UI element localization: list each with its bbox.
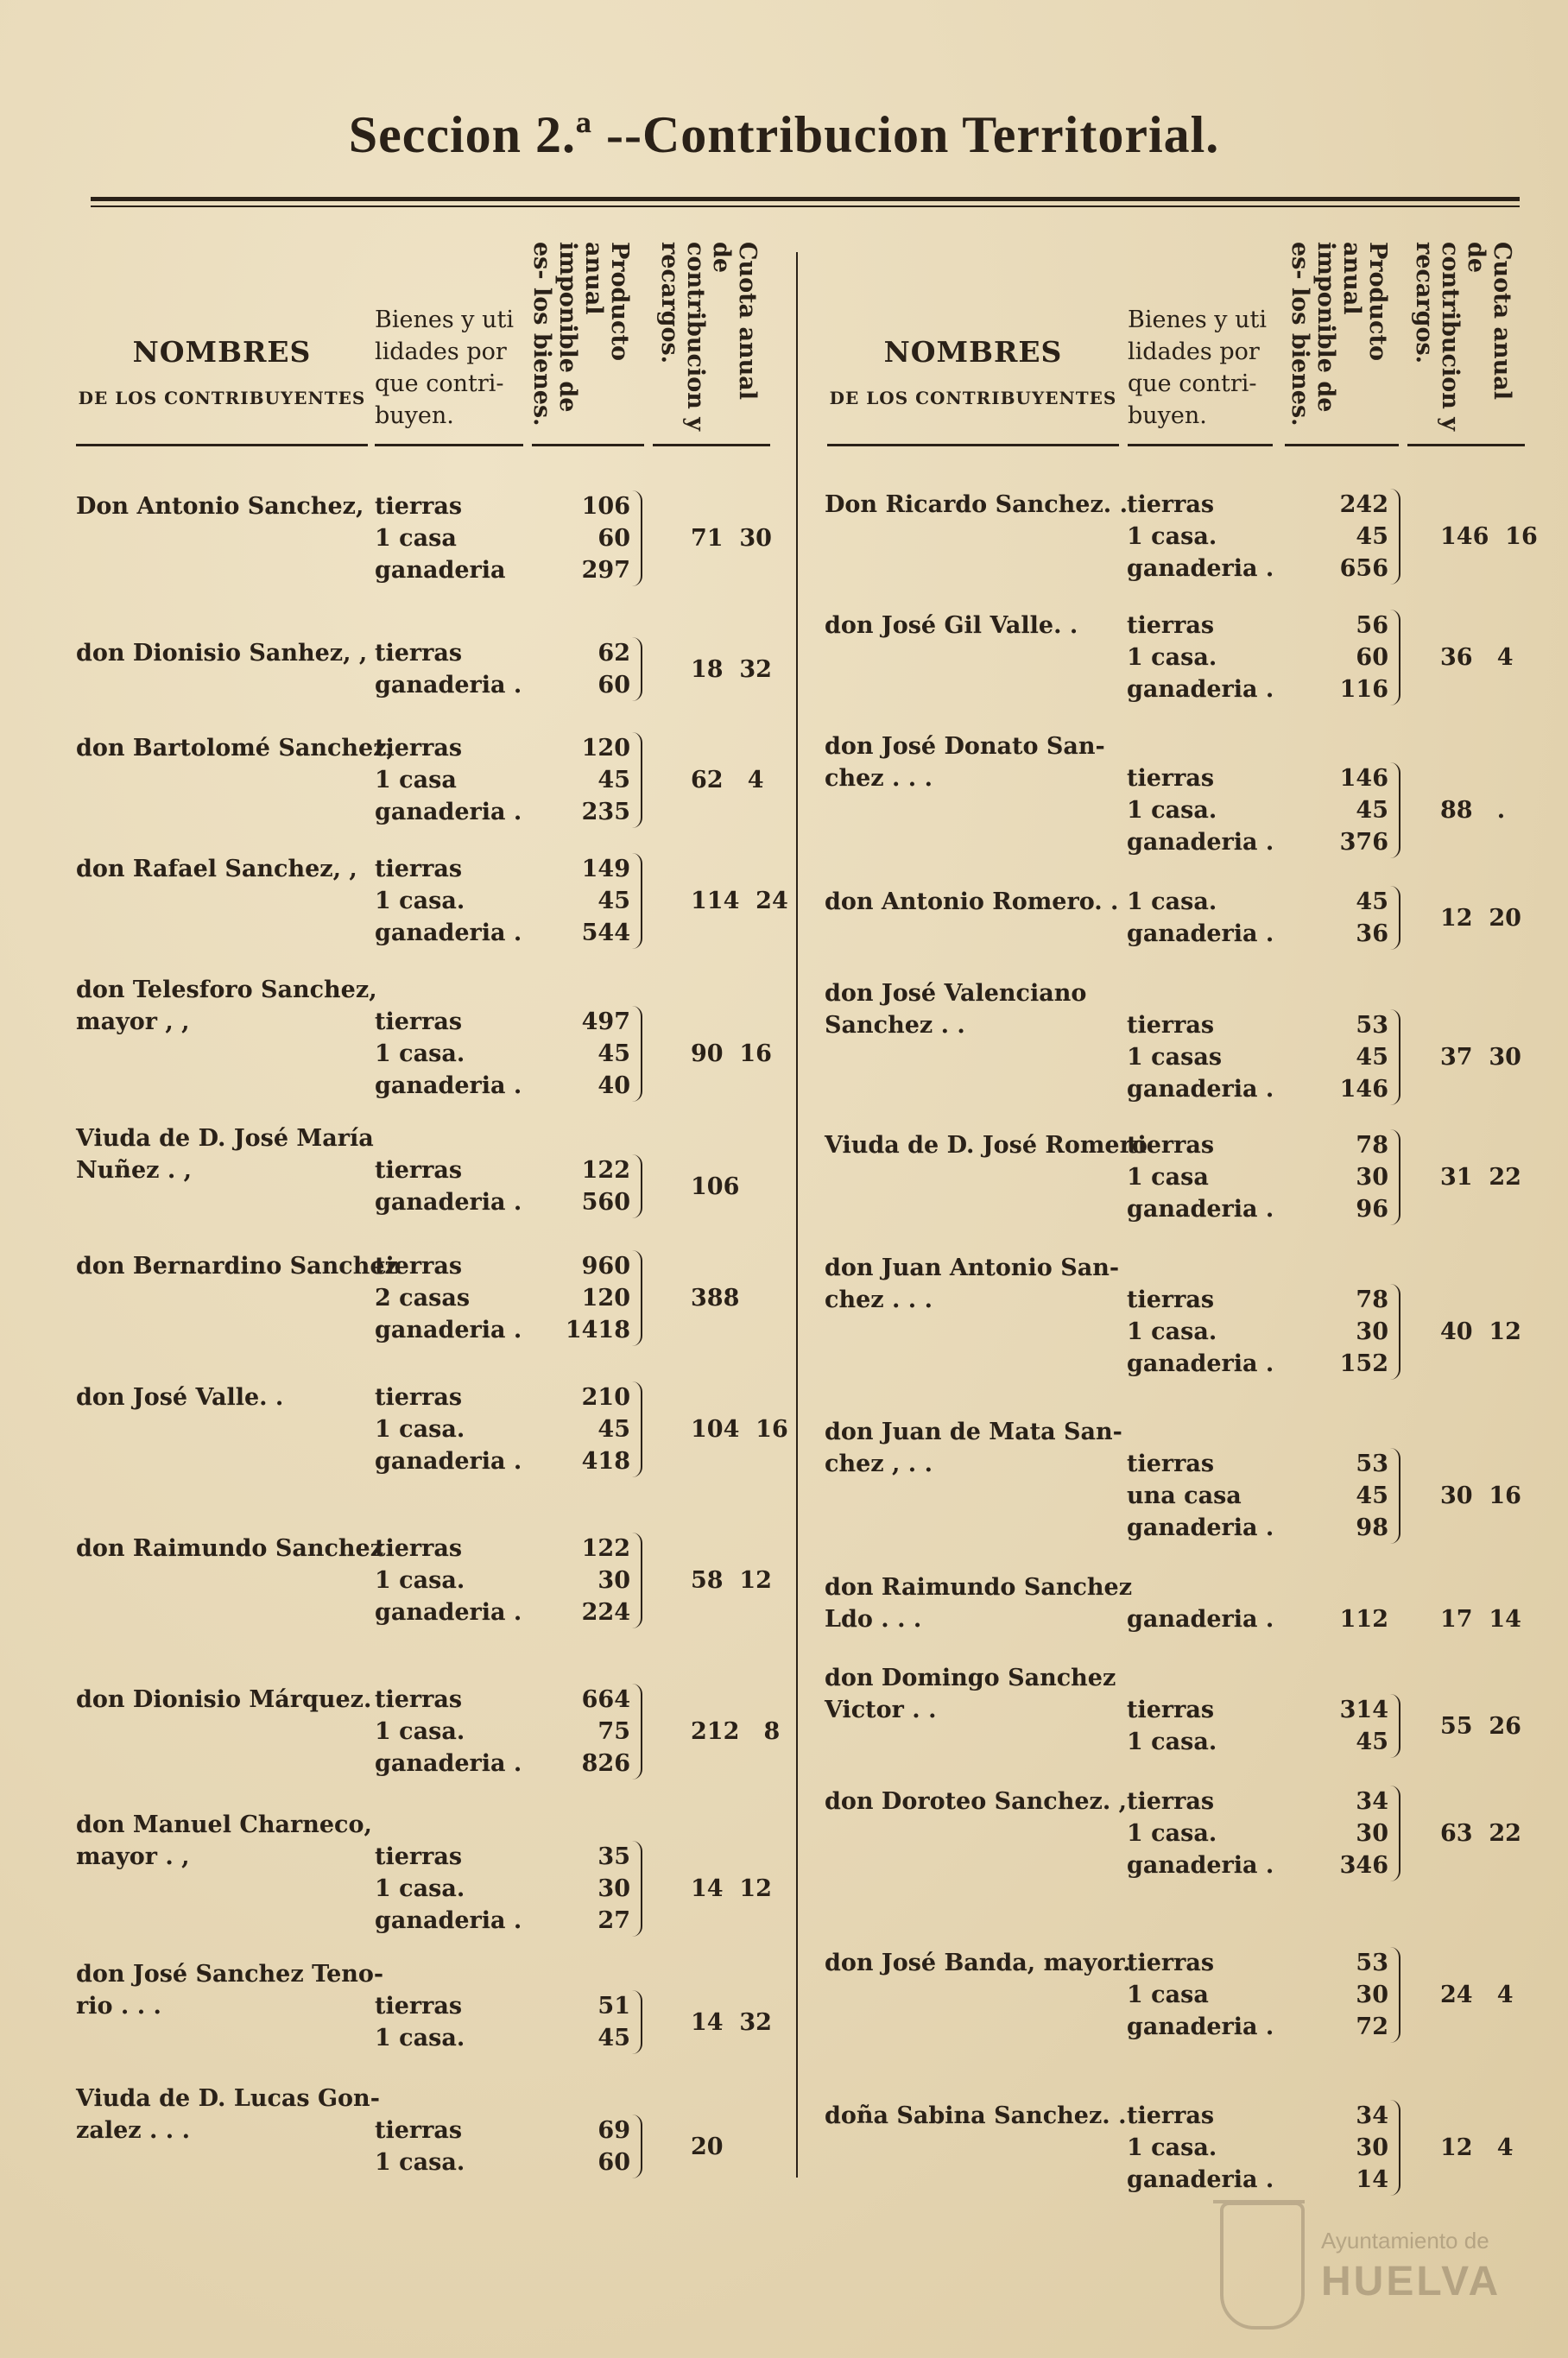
contributor-name: don José Valenciano (825, 980, 1087, 1007)
asset-label: tierras (1127, 1788, 1215, 1815)
cuota-value: 17 14 (1440, 1606, 1521, 1633)
stamp-line2: HUELVA (1321, 2259, 1502, 2304)
asset-label: ganaderia . (375, 1448, 522, 1475)
brace-mark (632, 1841, 642, 1937)
asset-value: 35 (597, 1843, 630, 1870)
asset-label: 1 casa. (1127, 1729, 1217, 1755)
asset-value: 14 (1356, 2166, 1388, 2193)
asset-label: ganaderia . (1127, 829, 1274, 856)
header-cuota-right: Cuota anual de contribucion y recargos. (1411, 242, 1515, 431)
contributor-name: don Manuel Charneco, (76, 1811, 372, 1838)
header-rule (1285, 444, 1399, 446)
asset-label: tierras (375, 1993, 463, 2020)
asset-label: 1 casa. (375, 888, 465, 914)
asset-label: 1 casa. (375, 1718, 465, 1745)
asset-label: ganaderia . (375, 1072, 522, 1099)
asset-label: tierras (1127, 1286, 1215, 1313)
brace-mark (1390, 1448, 1400, 1544)
brace-mark (632, 1533, 642, 1628)
brace-mark (1390, 1947, 1400, 2043)
cuota-value: 30 16 (1440, 1482, 1521, 1509)
asset-value: 146 (1339, 765, 1388, 792)
contributor-name: chez . . . (825, 765, 933, 792)
header-names-big: NOMBRES (883, 335, 1063, 369)
asset-label: 1 casa. (1127, 1318, 1217, 1345)
contributor-name: don Juan de Mata San- (825, 1419, 1122, 1445)
title-rule-thick (91, 197, 1520, 201)
asset-value: 53 (1356, 1451, 1388, 1477)
brace-mark (632, 2115, 642, 2178)
asset-value: 53 (1356, 1012, 1388, 1039)
brace-mark (1390, 1009, 1400, 1105)
cuota-value: 14 12 (691, 1875, 772, 1902)
asset-value: 122 (581, 1157, 630, 1184)
asset-label: ganaderia . (375, 1599, 522, 1626)
asset-label: ganaderia . (1127, 1514, 1274, 1541)
asset-label: 1 casas (1127, 1044, 1223, 1071)
asset-label: ganaderia . (1127, 1606, 1274, 1633)
asset-value: 1418 (565, 1317, 630, 1343)
asset-value: 149 (581, 856, 630, 882)
asset-label: tierras (1127, 1950, 1215, 1976)
asset-label: 1 casa. (1127, 797, 1217, 824)
brace-mark (632, 490, 642, 586)
asset-label: 1 casa (1127, 1982, 1209, 2008)
asset-value: 98 (1356, 1514, 1388, 1541)
asset-value: 30 (1356, 2134, 1388, 2161)
asset-label: 1 casa. (1127, 523, 1217, 550)
contributor-name: Don Antonio Sanchez, (76, 493, 364, 520)
contributor-name: don Domingo Sanchez (825, 1665, 1116, 1691)
contributor-name: don Dionisio Márquez. (76, 1686, 372, 1713)
header-bienes-line: buyen. (375, 402, 454, 429)
asset-label: tierras (375, 735, 463, 762)
asset-value: 30 (1356, 1164, 1388, 1191)
asset-value: 45 (597, 2025, 630, 2051)
shield-icon (1220, 2202, 1305, 2330)
asset-value: 60 (1356, 644, 1388, 671)
asset-value: 314 (1339, 1697, 1388, 1723)
contributor-name: don Juan Antonio San- (825, 1255, 1120, 1281)
asset-label: 1 casa. (1127, 2134, 1217, 2161)
asset-value: 72 (1356, 2013, 1388, 2040)
header-names-big: NOMBRES (132, 335, 312, 369)
header-rule (532, 444, 644, 446)
header-bienes-right (1128, 304, 1292, 432)
header-bienes-line: que contri- (1128, 370, 1257, 397)
contributor-name: don José Sanchez Teno- (76, 1961, 384, 1988)
asset-label: una casa (1127, 1482, 1242, 1509)
asset-value: 235 (581, 799, 630, 825)
asset-value: 45 (1356, 1482, 1388, 1509)
asset-value: 45 (597, 1416, 630, 1443)
asset-value: 36 (1356, 920, 1388, 947)
contributor-name: chez . . . (825, 1286, 933, 1313)
contributor-name: don Raimundo Sanchez (76, 1535, 384, 1562)
asset-label: ganaderia . (1127, 1196, 1274, 1223)
cuota-value: 58 12 (691, 1567, 772, 1594)
asset-label: 1 casa. (1127, 888, 1217, 915)
asset-label: tierras (375, 1253, 463, 1280)
contributor-name: mayor , , (76, 1008, 190, 1035)
asset-label: tierras (1127, 765, 1215, 792)
brace-mark (1390, 2100, 1400, 2196)
header-producto-right: Producto anual imponible de es- los bienes. (1287, 242, 1391, 427)
header-rule (1128, 444, 1273, 446)
asset-value: 120 (581, 735, 630, 762)
asset-label: ganaderia . (1127, 920, 1274, 947)
brace-mark (632, 1154, 642, 1218)
asset-label: ganaderia . (1127, 2166, 1274, 2193)
contributor-name: Ldo . . . (825, 1606, 922, 1633)
asset-label: ganaderia (375, 557, 506, 584)
asset-label: tierras (1127, 1697, 1215, 1723)
asset-label: ganaderia . (1127, 1350, 1274, 1377)
asset-value: 96 (1356, 1196, 1388, 1223)
asset-label: 1 casa. (375, 1416, 465, 1443)
brace-mark (1390, 1129, 1400, 1225)
asset-label: tierras (1127, 491, 1215, 518)
asset-value: 78 (1356, 1132, 1388, 1159)
contributor-name: zalez . . . (76, 2117, 190, 2144)
asset-value: 30 (1356, 1820, 1388, 1847)
header-bienes-line: Bienes y uti (1128, 307, 1267, 333)
asset-value: 146 (1339, 1076, 1388, 1103)
title-rule-thin (91, 205, 1520, 207)
asset-label: ganaderia . (1127, 1076, 1274, 1103)
crown-icon (1213, 2178, 1305, 2203)
cuota-value: 71 30 (691, 525, 772, 552)
contributor-name: doña Sabina Sanchez. . (825, 2102, 1127, 2129)
asset-value: 826 (581, 1750, 630, 1777)
brace-mark (632, 1381, 642, 1477)
page-title: Seccion 2.ª --Contribucion Territorial. (348, 106, 1220, 163)
asset-value: 45 (1356, 523, 1388, 550)
cuota-value: 114 24 (691, 888, 788, 914)
asset-label: ganaderia . (375, 1317, 522, 1343)
contributor-name: don Doroteo Sanchez. , (825, 1788, 1128, 1815)
header-bienes-line: buyen. (1128, 402, 1207, 429)
asset-label: ganaderia . (375, 1189, 522, 1216)
asset-label: 1 casa. (1127, 1820, 1217, 1847)
brace-mark (1390, 1694, 1400, 1758)
brace-mark (632, 637, 642, 701)
brace-mark (1390, 762, 1400, 858)
asset-value: 34 (1356, 1788, 1388, 1815)
header-bienes-left (375, 304, 539, 432)
asset-value: 78 (1356, 1286, 1388, 1313)
header-rule (76, 444, 368, 446)
asset-label: tierras (375, 1686, 463, 1713)
contributor-name: Viuda de D. José Romero (825, 1132, 1148, 1159)
asset-value: 60 (597, 2149, 630, 2176)
brace-mark (632, 1684, 642, 1780)
asset-label: 1 casa (375, 525, 457, 552)
cuota-value: 388 (691, 1285, 740, 1312)
header-bienes-line: Bienes y uti (375, 307, 514, 333)
asset-value: 656 (1339, 555, 1388, 582)
asset-label: tierras (375, 1843, 463, 1870)
asset-label: tierras (375, 2117, 463, 2144)
contributor-name: Victor . . (825, 1697, 937, 1723)
header-rule (1407, 444, 1525, 446)
asset-value: 210 (581, 1384, 630, 1411)
asset-label: ganaderia . (1127, 676, 1274, 703)
contributor-name: don Dionisio Sanhez, , (76, 640, 368, 667)
asset-label: ganaderia . (375, 672, 522, 699)
brace-mark (1390, 1786, 1400, 1881)
contributor-name: don Bartolomé Sanchez, (76, 735, 395, 762)
asset-label: 1 casa. (375, 1567, 465, 1594)
cuota-value: 24 4 (1440, 1982, 1514, 2008)
cuota-value: 40 12 (1440, 1318, 1521, 1345)
asset-value: 51 (597, 1993, 630, 2020)
asset-value: 376 (1339, 829, 1388, 856)
contributor-name: don José Gil Valle. . (825, 612, 1078, 639)
cuota-value: 12 4 (1440, 2134, 1514, 2161)
header-names-right (827, 335, 1119, 408)
asset-label: ganaderia . (1127, 1852, 1274, 1879)
asset-label: tierras (375, 1384, 463, 1411)
brace-mark (632, 1990, 642, 2054)
contributor-name: don Antonio Romero. . (825, 888, 1119, 915)
asset-label: tierras (375, 856, 463, 882)
cuota-value: 63 22 (1440, 1820, 1521, 1847)
asset-value: 69 (597, 2117, 630, 2144)
asset-value: 122 (581, 1535, 630, 1562)
asset-value: 34 (1356, 2102, 1388, 2129)
cuota-value: 88 . (1440, 797, 1506, 824)
asset-value: 40 (597, 1072, 630, 1099)
cuota-value: 104 16 (691, 1416, 788, 1443)
header-rule (827, 444, 1119, 446)
cuota-value: 14 32 (691, 2008, 772, 2036)
asset-label: tierras (375, 1157, 463, 1184)
asset-value: 27 (597, 1907, 630, 1934)
asset-value: 56 (1356, 612, 1388, 639)
cuota-value: 146 16 (1440, 523, 1538, 550)
brace-mark (1390, 886, 1400, 950)
asset-label: 1 casa. (375, 1040, 465, 1067)
cuota-value: 36 4 (1440, 644, 1514, 671)
header-rule (653, 444, 770, 446)
asset-value: 242 (1339, 491, 1388, 518)
asset-label: 1 casa. (375, 1875, 465, 1902)
brace-mark (632, 732, 642, 828)
asset-label: tierras (1127, 2102, 1215, 2129)
asset-value: 45 (597, 888, 630, 914)
archive-stamp (1204, 2193, 1524, 2340)
asset-value: 152 (1339, 1350, 1388, 1377)
asset-label: 1 casa. (375, 2149, 465, 2176)
asset-value: 224 (581, 1599, 630, 1626)
header-rule (375, 444, 523, 446)
cuota-value: 55 26 (1440, 1712, 1521, 1740)
asset-label: tierras (375, 1535, 463, 1562)
asset-label: ganaderia . (1127, 2013, 1274, 2040)
asset-value: 45 (597, 767, 630, 793)
asset-label: 1 casa (375, 767, 457, 793)
column-divider (796, 252, 798, 2178)
contributor-name: rio . . . (76, 1993, 161, 2020)
asset-value: 960 (581, 1253, 630, 1280)
header-names-small: DE LOS CONTRIBUYENTES (829, 388, 1117, 408)
asset-value: 544 (581, 920, 630, 946)
asset-value: 297 (581, 557, 630, 584)
stamp-line1: Ayuntamiento de (1321, 2228, 1489, 2254)
brace-mark (1390, 489, 1400, 585)
asset-label: tierras (1127, 1012, 1215, 1039)
asset-value: 45 (1356, 1729, 1388, 1755)
asset-value: 664 (581, 1686, 630, 1713)
asset-label: 2 casas (375, 1285, 471, 1312)
asset-label: 1 casa. (1127, 644, 1217, 671)
asset-label: tierras (1127, 1451, 1215, 1477)
asset-label: ganaderia . (375, 1907, 522, 1934)
header-producto-left: Producto anual imponible de es- los bienes. (528, 242, 633, 427)
asset-value: 30 (597, 1567, 630, 1594)
brace-mark (632, 853, 642, 949)
asset-value: 560 (581, 1189, 630, 1216)
asset-value: 53 (1356, 1950, 1388, 1976)
asset-value: 62 (597, 640, 630, 667)
cuota-value: 62 4 (691, 767, 764, 793)
header-cuota-left: Cuota anual de contribucion y recargos. (656, 242, 761, 431)
contributor-name: don José Donato San- (825, 733, 1105, 760)
header-bienes-line: que contri- (375, 370, 504, 397)
contributor-name: mayor . , (76, 1843, 190, 1870)
contributor-name: Sanchez . . (825, 1012, 965, 1039)
cuota-value: 20 (691, 2133, 724, 2160)
contributor-name: don Telesforo Sanchez, (76, 977, 377, 1003)
asset-label: 1 casa. (375, 2025, 465, 2051)
asset-label: tierras (375, 640, 463, 667)
asset-value: 45 (1356, 797, 1388, 824)
header-bienes-line: lidades por (1128, 338, 1260, 365)
header-names-left (76, 335, 368, 408)
contributor-name: don José Valle. . (76, 1384, 284, 1411)
asset-label: ganaderia . (375, 799, 522, 825)
asset-value: 346 (1339, 1852, 1388, 1879)
contributor-name: chez , . . (825, 1451, 933, 1477)
contributor-name: don Raimundo Sanchez (825, 1574, 1133, 1601)
asset-label: tierras (1127, 1132, 1215, 1159)
cuota-value: 212 8 (691, 1718, 781, 1745)
contributor-name: Don Ricardo Sanchez. . (825, 491, 1128, 518)
asset-value: 106 (581, 493, 630, 520)
brace-mark (1390, 1284, 1400, 1380)
asset-value: 30 (597, 1875, 630, 1902)
asset-label: ganaderia . (375, 920, 522, 946)
asset-value: 75 (597, 1718, 630, 1745)
cuota-value: 106 (691, 1173, 740, 1200)
contributor-name: Viuda de D. Lucas Gon- (76, 2085, 380, 2112)
asset-value: 120 (581, 1285, 630, 1312)
asset-label: tierras (1127, 612, 1215, 639)
header-bienes-line: lidades por (375, 338, 507, 365)
cuota-value: 31 22 (1440, 1164, 1521, 1191)
asset-value: 30 (1356, 1318, 1388, 1345)
contributor-name: don Bernardino Sanchez (76, 1253, 398, 1280)
contributor-name: Nuñez . , (76, 1157, 193, 1184)
asset-value: 60 (597, 672, 630, 699)
cuota-value: 12 20 (1440, 904, 1521, 932)
contributor-name: don José Banda, mayor. (825, 1950, 1131, 1976)
asset-value: 30 (1356, 1982, 1388, 2008)
asset-value: 497 (581, 1008, 630, 1035)
asset-value: 418 (581, 1448, 630, 1475)
asset-label: 1 casa (1127, 1164, 1209, 1191)
brace-mark (1390, 610, 1400, 705)
contributor-name: Viuda de D. José María (76, 1125, 374, 1152)
asset-value: 112 (1339, 1606, 1388, 1633)
asset-value: 60 (597, 525, 630, 552)
brace-mark (632, 1250, 642, 1346)
asset-label: ganaderia . (375, 1750, 522, 1777)
cuota-value: 18 32 (691, 655, 772, 683)
asset-value: 45 (1356, 1044, 1388, 1071)
asset-value: 45 (1356, 888, 1388, 915)
asset-label: ganaderia . (1127, 555, 1274, 582)
cuota-value: 37 30 (1440, 1044, 1521, 1071)
header-names-small: DE LOS CONTRIBUYENTES (78, 388, 366, 408)
cuota-value: 90 16 (691, 1040, 772, 1067)
asset-label: tierras (375, 1008, 463, 1035)
brace-mark (632, 1006, 642, 1102)
asset-value: 116 (1339, 676, 1388, 703)
asset-value: 45 (597, 1040, 630, 1067)
contributor-name: don Rafael Sanchez, , (76, 856, 357, 882)
asset-label: tierras (375, 493, 463, 520)
